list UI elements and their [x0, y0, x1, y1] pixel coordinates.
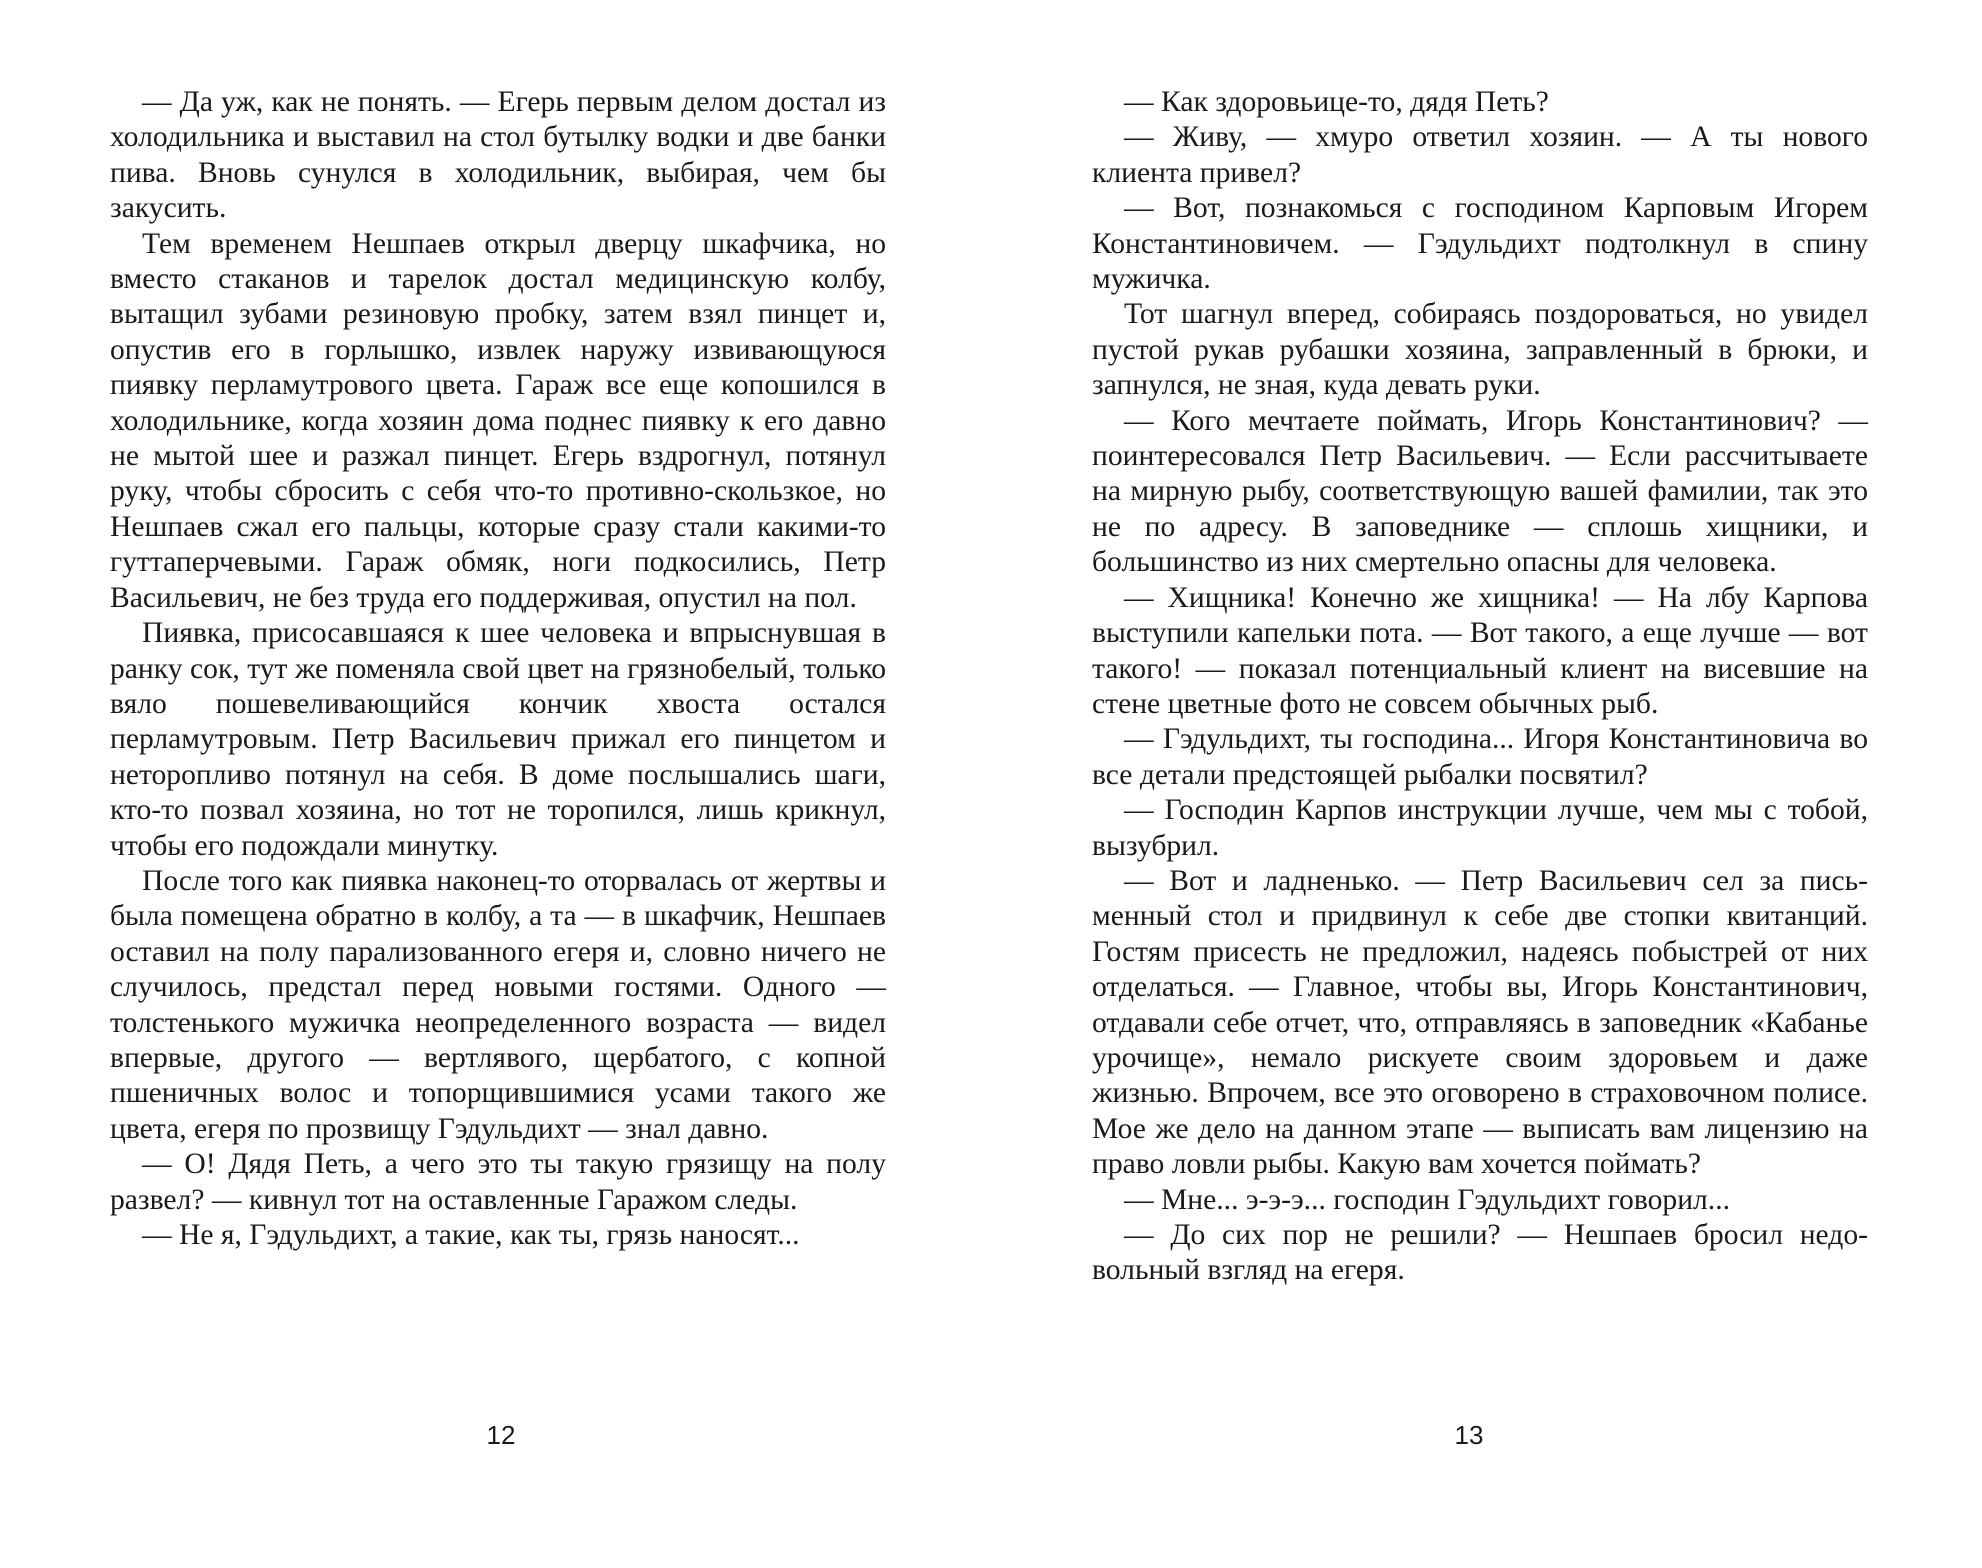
paragraph: — Да уж, как не понять. — Егерь первым делом достал из холодильника и выставил на стол бутылку водки и две банки пива. Вновь сунулся в холодильник, выбирая, чем бы закусить.	[110, 86, 886, 225]
paragraph: — Гэдульдихт, ты господина... Игоря Константиновича во все детали предстоящей рыбалки посвятил?	[1092, 723, 1868, 791]
paragraph: — Вот, познакомься с господином Карповым Игорем Константиновичем. — Гэдульдихт подтолкнул в спину мужичка.	[1092, 192, 1868, 296]
paragraph: — Мне... э-э-э... господин Гэдульдихт говорил...	[1124, 1183, 1731, 1216]
paragraph: — Как здоровьице-то, дядя Петь?	[1124, 86, 1549, 118]
paragraph: Тот шагнул вперед, собираясь поздороваться, но увидел пустой рукав рубашки хозяина, заправленный в брюки, и запнулся, не зная, куда девать руки.	[1092, 298, 1868, 402]
paragraph: — Хищника! Конечно же хищника! — На лбу Карпова выступили капельки пота. — Вот такого, а еще лучше — вот такого! — показал потенциальный клиент на висевшие на стене цветные фото не совсем обычных рыб.	[1092, 581, 1868, 720]
paragraph: — О! Дядя Петь, а чего это ты такую грязищу на полу развел? — кивнул тот на оставленные Гаражом следы.	[110, 1148, 886, 1216]
page-number-right: 13	[1454, 1420, 1484, 1450]
paragraph: Тем временем Нешпаев открыл дверцу шкафчика, но вместо стаканов и тарелок достал медицинскую колбу, вытащил зубами резиновую пробку, затем взял пинцет и, опустив его в горлышко, извлек наружу извивающуюся пиявку перламутрового цвета. Гараж все еще копошился в холодильнике, когда хозяин дома поднес пиявку к его давно не мытой шее и разжал пинцет. Егерь вздрогнул, потянул руку, чтобы сбросить с себя что-то противно-скользкое, но Нешпаев сжал его пальцы, которые сразу стали какими-то гуттаперчевыми. Гараж обмяк, ноги подкосились, Петр Васильевич, не без труда его поддерживая, опустил на пол.	[110, 227, 886, 614]
paragraph: Пиявка, присосавшаяся к шее человека и впрыснувшая в ранку сок, тут же поменяла свой цвет на грязнобелый, только вяло пошевеливающийся кончик хвоста остался перламутровым. Петр Васильевич прижал его пинцетом и неторопливо потянул на себя. В доме послышались шаги, кто-то позвал хозяина, но тот не торопился, лишь крикнул, чтобы его подождали минутку.	[110, 617, 886, 862]
paragraph: — Кого мечтаете поймать, Игорь Константинович? — поинтересовался Петр Васильевич. — Если рассчитываете на мирную рыбу, соответствующую вашей фамилии, так это не по адресу. В заповеднике — сплошь хищники, и большинство из них смертельно опасны для человека.	[1092, 404, 1868, 579]
page-number-left: 12	[486, 1420, 516, 1450]
left-page	[110, 85, 886, 1253]
right-page	[1092, 85, 1868, 1289]
paragraph: — Не я, Гэдульдихт, а такие, как ты, грязь наносят...	[142, 1219, 800, 1251]
paragraph: — Господин Карпов инструкции лучше, чем мы с тобой, вызубрил.	[1092, 794, 1868, 862]
paragraph: — Вот и ладненько. — Петр Васильевич сел за письменный стол и придвинул к себе две стопки квитанций. Гостям присесть не предложил, надеясь побыстрей от них отделаться. — Главное, чтобы вы, Игорь Константинович, отдавали себе отчет, что, отправляясь в заповедник «Кабанье урочище», немало рискуете своим здоровьем и даже жизнью. Впрочем, все это оговорено в страховочном полисе. Мое же дело на данном этапе — выписать вам лицензию на право ловли рыбы. Какую вам хочется поймать?	[1092, 864, 1868, 1181]
paragraph: — До сих пор не решили? — Нешпаев бросил недовольный взгляд на егеря.	[1092, 1219, 1868, 1287]
paragraph: После того как пиявка наконец-то оторвалась от жертвы и была помещена обратно в колбу, а та — в шкафчик, Нешпаев оставил на полу парализованного егеря и, словно ничего не случилось, предстал перед новыми гостями. Одного — толстенького мужичка неопределенного возраста — видел впервые, другого — вертлявого, щербатого, с копной пшеничных волос и топорщившимися усами такого же цвета, егеря по прозвищу Гэдульдихт — знал давно.	[110, 864, 886, 1145]
paragraph: — Живу, — хмуро ответил хозяин. — А ты нового клиента привел?	[1092, 121, 1868, 189]
